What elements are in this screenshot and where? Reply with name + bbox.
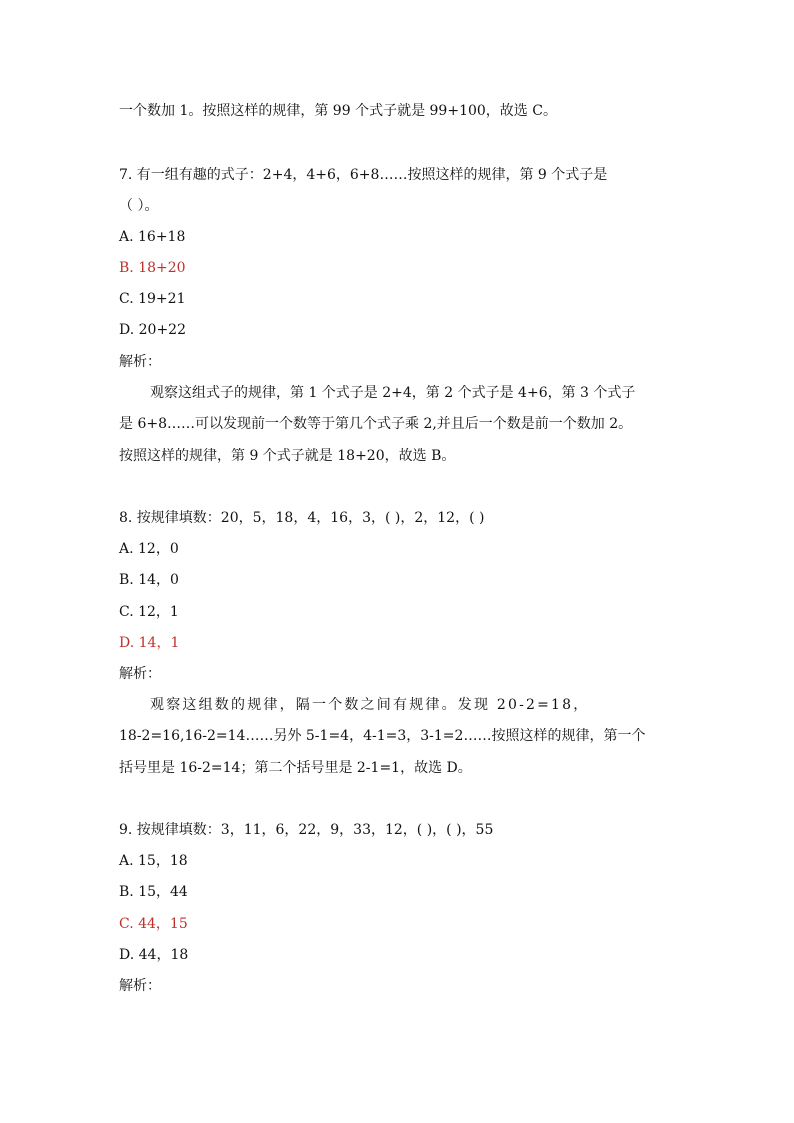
- q7-analysis-line-1: 观察这组式子的规律，第 1 个式子是 2+4，第 2 个式子是 4+6，第 3 个式子: [150, 385, 636, 401]
- q9-option-b: B. 15，44: [119, 884, 188, 900]
- q8-stem: 8. 按规律填数：20，5，18，4，16，3，( )，2，12，( ): [119, 510, 485, 526]
- q7-option-b-correct: B. 18+20: [119, 260, 186, 276]
- q9-option-c-correct: C. 44，15: [119, 916, 188, 932]
- q8-analysis-line-2: 18-2=16,16-2=14……另外 5-1=4，4-1=3，3-1=2……按照这样的规律，第一个: [119, 728, 646, 744]
- q7-option-d: D. 20+22: [119, 322, 186, 338]
- q7-analysis-line-2: 是 6+8……可以发现前一个数等于第几个式子乘 2,并且后一个数是前一个数加 2。: [119, 416, 633, 432]
- q8-analysis-line-1: 观察这组数的规律，隔一个数之间有规律。发现 20-2=18，: [150, 697, 590, 713]
- q9-option-d: D. 44，18: [119, 947, 189, 963]
- q7-stem-blank: （ ）。: [119, 198, 159, 214]
- q9-stem: 9. 按规律填数：3，11，6，22，9，33，12，( )，( )，55: [119, 822, 494, 838]
- q7-analysis-label: 解析：: [119, 354, 161, 370]
- q7-stem: 7. 有一组有趣的式子：2+4，4+6，6+8……按照这样的规律，第 9 个式子是: [119, 167, 608, 183]
- q8-analysis-label: 解析：: [119, 666, 161, 682]
- q8-option-c: C. 12，1: [119, 604, 179, 620]
- q8-option-b: B. 14，0: [119, 572, 179, 588]
- q7-analysis-line-3: 按照这样的规律，第 9 个式子就是 18+20，故选 B。: [119, 448, 456, 464]
- q9-analysis-label: 解析：: [119, 978, 161, 994]
- q7-option-a: A. 16+18: [119, 229, 186, 245]
- q8-analysis-line-3: 括号里是 16-2=14；第二个括号里是 2-1=1，故选 D。: [119, 760, 472, 776]
- previous-answer-continuation: 一个数加 1。按照这样的规律，第 99 个式子就是 99+100，故选 C。: [119, 103, 557, 119]
- q7-option-c: C. 19+21: [119, 291, 186, 307]
- q9-option-a: A. 15，18: [119, 853, 188, 869]
- q8-option-d-correct: D. 14，1: [119, 635, 180, 651]
- q8-option-a: A. 12，0: [119, 541, 179, 557]
